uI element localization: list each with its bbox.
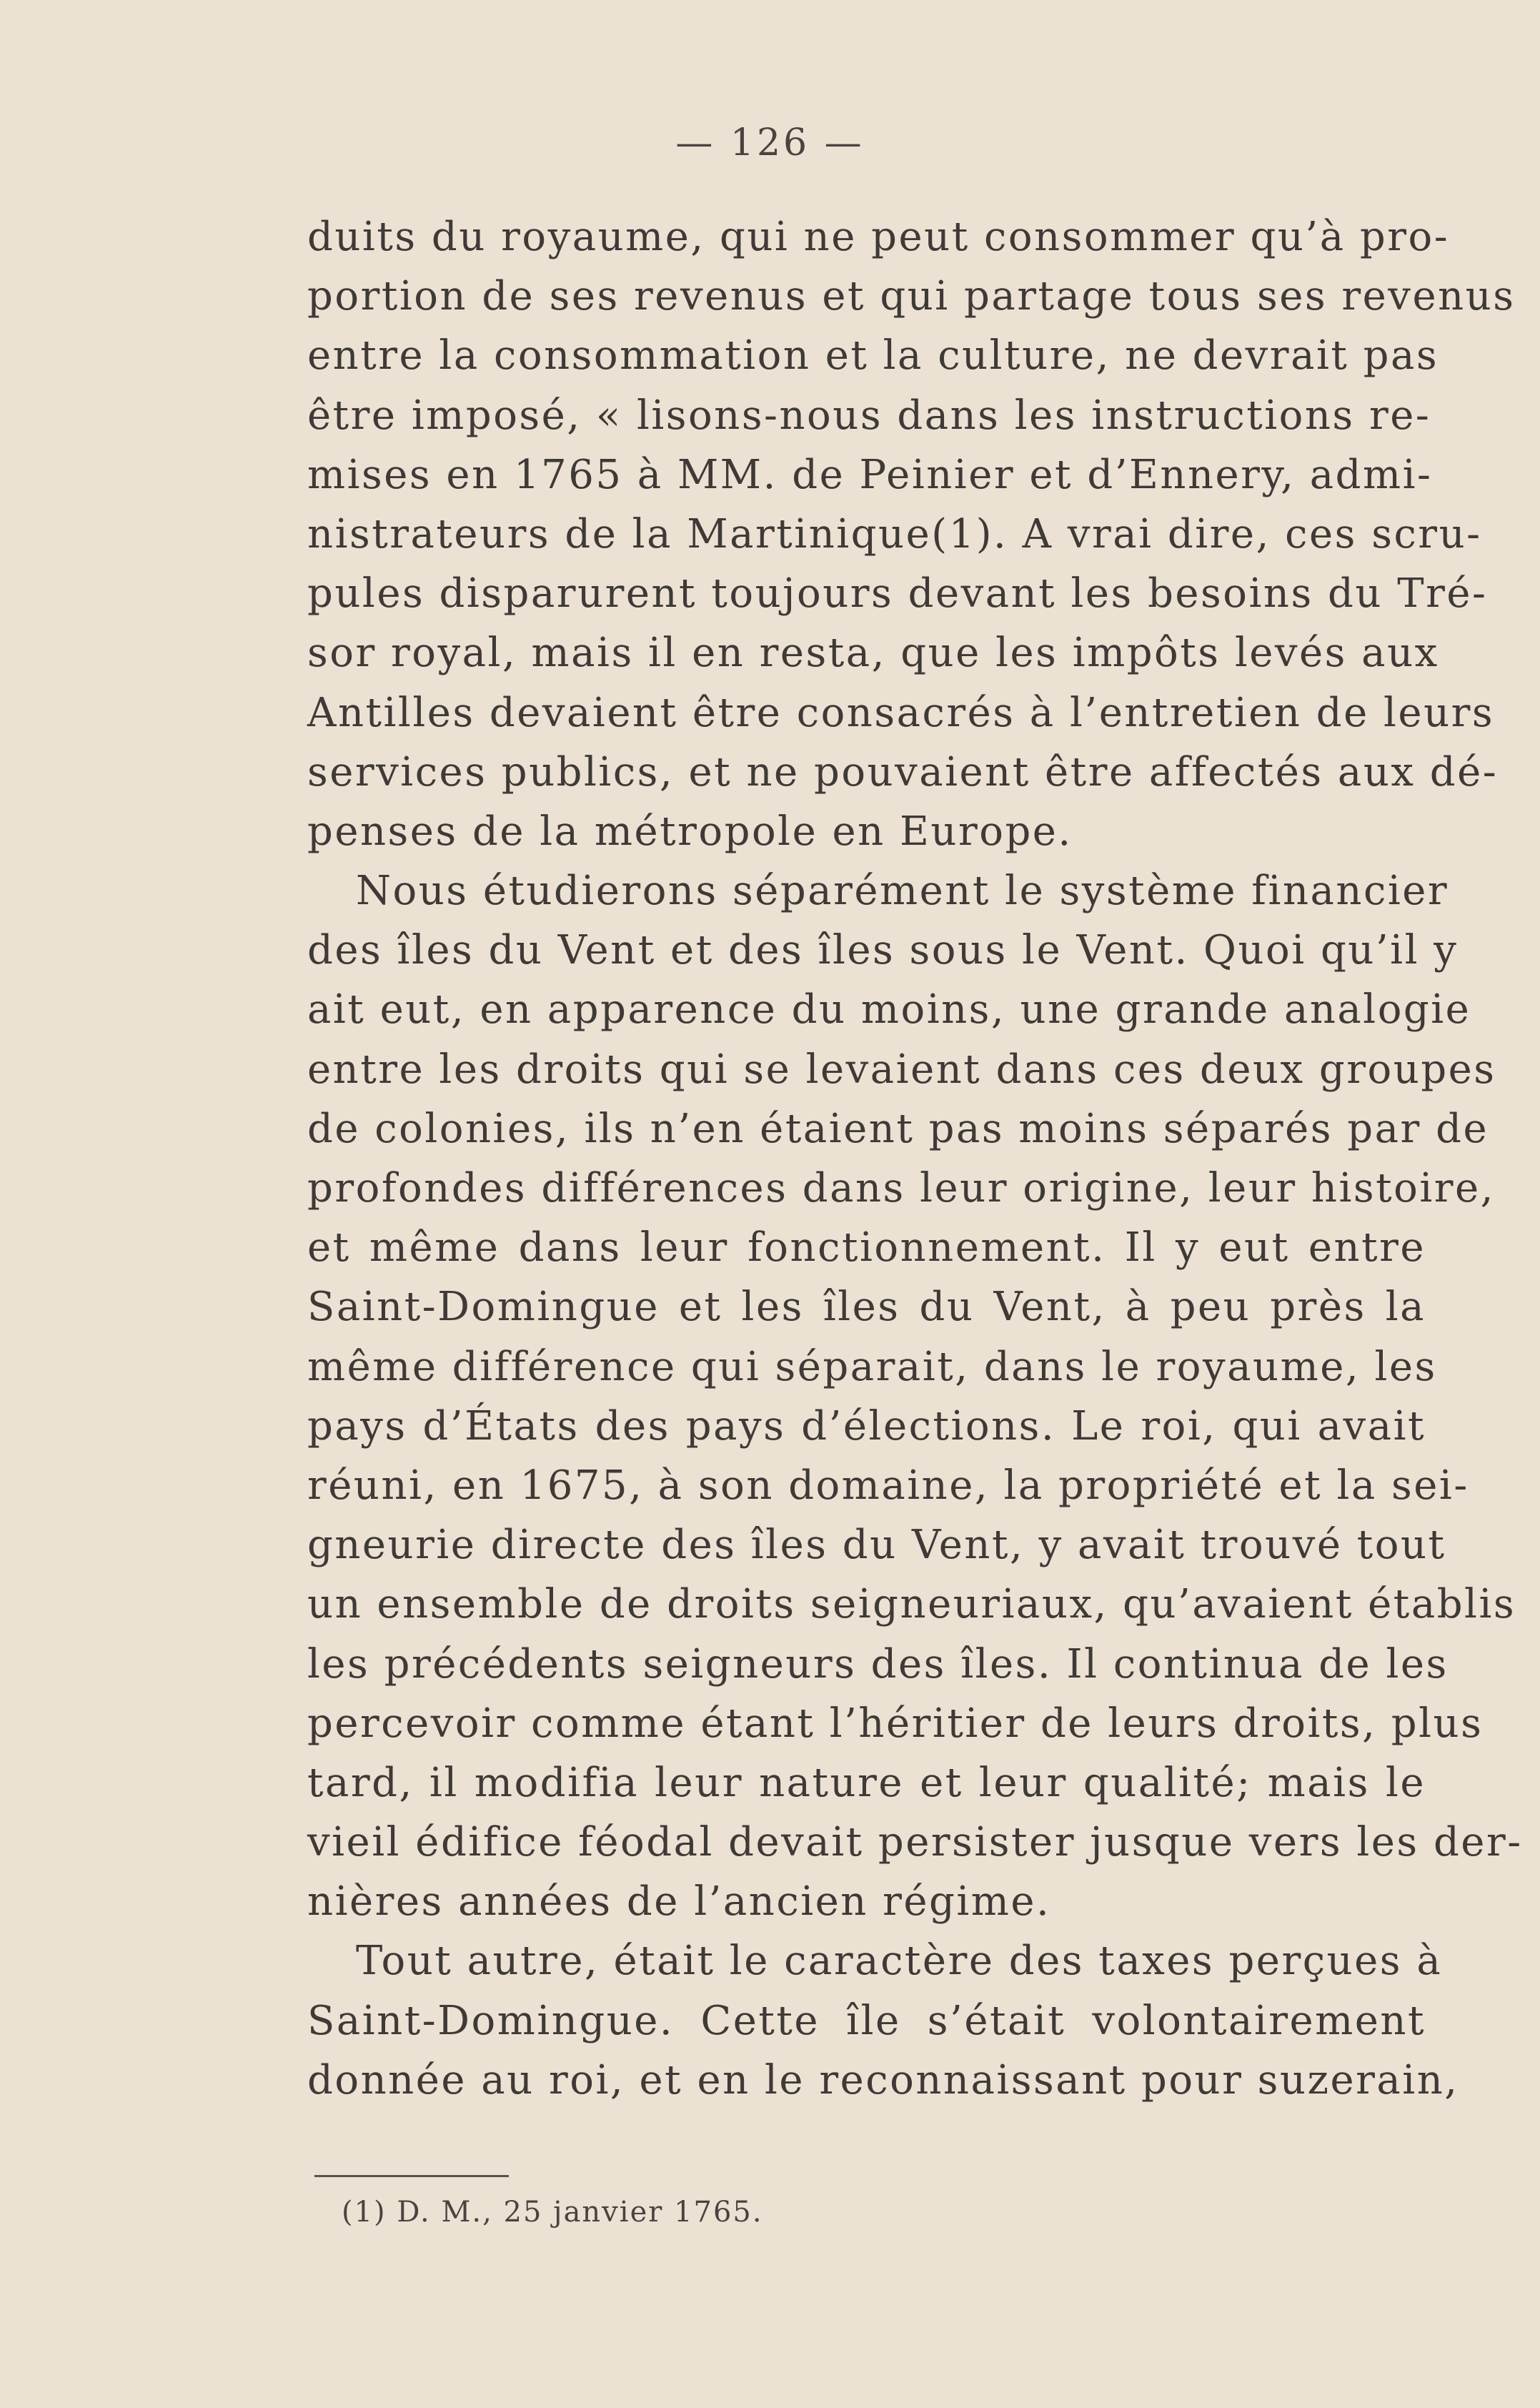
text-line: percevoir comme étant l’héritier de leurs droits, plus bbox=[307, 1700, 1484, 1747]
text-line: même différence qui séparait, dans le royaume, les bbox=[307, 1343, 1437, 1390]
paragraph-last-line: penses de la métropole en Europe. bbox=[307, 808, 1073, 855]
text-line: tard, il modifia leur nature et leur qualité; mais le bbox=[307, 1759, 1426, 1806]
text-line: Saint-Domingue et les îles du Vent, à peu près la bbox=[307, 1284, 1426, 1331]
text-line: nistrateurs de la Martinique(1). A vrai dire, ces scru- bbox=[307, 510, 1482, 558]
text-line: réuni, en 1675, à son domaine, la propriété et la sei- bbox=[307, 1462, 1469, 1509]
paragraph-last-line: nières années de l’ancien régime. bbox=[307, 1878, 1051, 1926]
text-line: et même dans leur fonctionnement. Il y eut entre bbox=[307, 1224, 1426, 1272]
text-line: donnée au roi, et en le reconnaissant pour suzerain, bbox=[307, 2056, 1459, 2104]
body-text bbox=[307, 207, 1523, 2110]
text-line: pules disparurent toujours devant les besoins du Tré- bbox=[307, 570, 1488, 618]
text-line: être imposé, « lisons-nous dans les instructions re- bbox=[307, 392, 1431, 439]
text-line: gneurie directe des îles du Vent, y avait trouvé tout bbox=[307, 1522, 1446, 1569]
paragraph-first-line: Nous étudierons séparément le système financier bbox=[356, 868, 1449, 915]
text-line: entre les droits qui se levaient dans ces deux groupes bbox=[307, 1046, 1496, 1093]
text-line: entre la consommation et la culture, ne devrait pas bbox=[307, 332, 1439, 380]
text-line: mises en 1765 à MM. de Peinier et d’Ennery, admi- bbox=[307, 451, 1433, 498]
text-line: vieil édifice féodal devait persister jusque vers les der- bbox=[307, 1819, 1523, 1866]
text-line: portion de ses revenus et qui partage tous ses revenus bbox=[307, 273, 1516, 320]
page-number: — 126 — bbox=[675, 122, 865, 164]
text-line: des îles du Vent et des îles sous le Vent. Quoi qu’il y bbox=[307, 927, 1459, 974]
footnote-rule bbox=[314, 2175, 509, 2177]
text-line: profondes différences dans leur origine, leur histoire, bbox=[307, 1165, 1495, 1212]
text-line: sor royal, mais il en resta, que les impôts levés aux bbox=[307, 630, 1439, 677]
text-line: pays d’États des pays d’élections. Le roi, qui avait bbox=[307, 1402, 1426, 1450]
text-line: services publics, et ne pouvaient être affectés aux dé- bbox=[307, 748, 1499, 796]
paragraph-first-line: Tout autre, était le caractère des taxes perçues à bbox=[356, 1938, 1443, 1985]
text-line: de colonies, ils n’en étaient pas moins séparés par de bbox=[307, 1105, 1489, 1152]
footnote: (1) D. M., 25 janvier 1765. bbox=[342, 2196, 763, 2229]
text-line: ait eut, en apparence du moins, une grande analogie bbox=[307, 986, 1471, 1034]
text-line: duits du royaume, qui ne peut consommer qu’à pro- bbox=[307, 214, 1450, 260]
text-line: Saint-Domingue. Cette île s’était volontairement bbox=[307, 1997, 1426, 2044]
text-line: Antilles devaient être consacrés à l’entretien de leurs bbox=[307, 689, 1495, 736]
text-line: un ensemble de droits seigneuriaux, qu’avaient établis bbox=[307, 1581, 1516, 1628]
text-line: les précédents seigneurs des îles. Il continua de les bbox=[307, 1640, 1449, 1688]
